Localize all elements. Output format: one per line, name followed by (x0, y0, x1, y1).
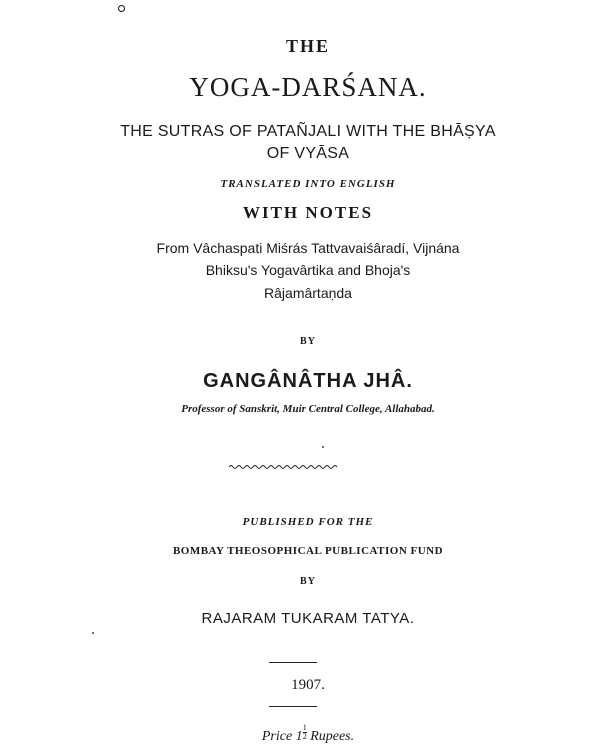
translated-note: TRANSLATED INTO ENGLISH (220, 178, 396, 190)
price-unit: Rupees. (306, 729, 355, 744)
author-name: GANGÂNÂTHA JHÂ. (203, 370, 413, 392)
publisher-by-label: BY (300, 576, 316, 587)
subtitle-line-1: THE SUTRAS OF PATAÑJALI WITH THE BHĀṢYA (120, 123, 496, 140)
price-fraction-denominator: 2 (302, 732, 307, 741)
sources-line-3: Râjamârtaṇda (264, 285, 352, 301)
publisher-name: RAJARAM TUKARAM TATYA. (201, 610, 415, 627)
price-label: Price 1 (261, 729, 303, 744)
price-fraction-numerator: 1 (302, 723, 307, 732)
book-title: YOGA-DARŚANA. (189, 72, 427, 102)
rule-bottom (269, 706, 317, 707)
publication-year: 1907. (291, 677, 325, 693)
author-position: Professor of Sanskrit, Muir Central College, Allahabad. (181, 403, 435, 415)
publication-fund: BOMBAY THEOSOPHICAL PUBLICATION FUND (172, 545, 444, 557)
with-notes-heading: WITH NOTES (242, 203, 374, 222)
speck (322, 446, 324, 448)
rule-top (269, 662, 317, 663)
published-for-label: PUBLISHED FOR THE (242, 516, 374, 528)
circle-mark-icon (118, 5, 125, 12)
speck (92, 632, 94, 634)
wavy-divider (229, 464, 339, 470)
title-the: THE (285, 36, 330, 56)
by-label: BY (300, 336, 316, 347)
price-line (0, 724, 616, 745)
sources-line-2: Bhiksu's Yogavârtika and Bhoja's (205, 262, 411, 278)
subtitle-line-2: OF VYĀSA (266, 145, 350, 162)
sources-line-1: From Vâchaspati Miśrás Tattvavaiśâradí, Vijnána (156, 240, 460, 256)
